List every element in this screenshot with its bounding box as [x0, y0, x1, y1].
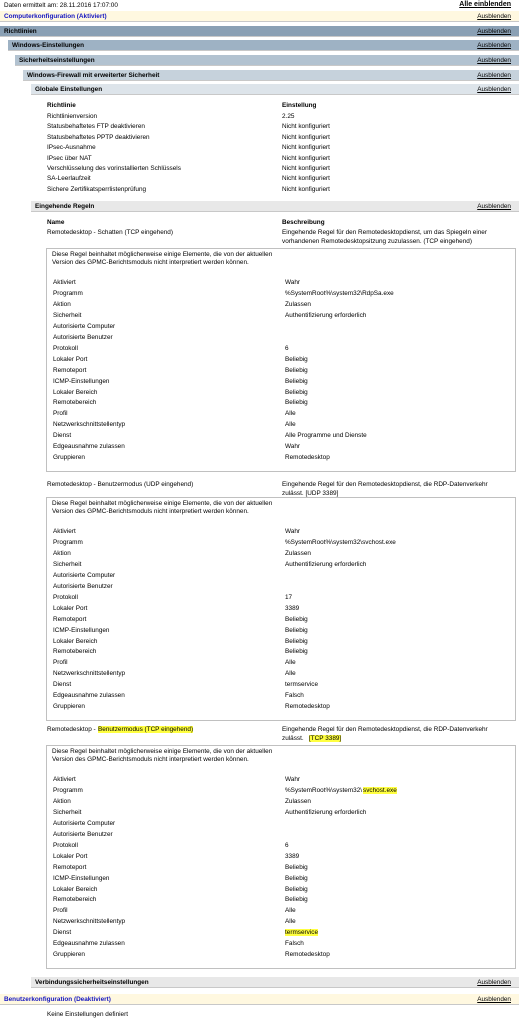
rule-property-label: Aktiviert [53, 528, 76, 535]
rule-property-value: Zulassen [285, 549, 311, 557]
policy-name: SA-Leerlaufzeit [47, 175, 91, 183]
section-inbound-rules[interactable] [31, 201, 519, 212]
report-date: Daten ermittelt am: 28.11.2016 17:07:00 [4, 2, 118, 9]
rule-property-value: Alle [285, 421, 296, 429]
rule-property-value: Zulassen [285, 300, 311, 308]
policy-value: Nicht konfiguriert [282, 165, 330, 172]
rule-property-label: Aktion [53, 549, 71, 557]
rule-property-label: Edgeausnahme zulassen [53, 940, 125, 948]
rule-property-label: Lokaler Port [53, 604, 88, 612]
section-title: Windows-Firewall mit erweiterter Sicherheit [27, 72, 160, 79]
rule-name: Remotedesktop - Benutzermodus (UDP eingehend) [47, 481, 194, 488]
rule-property-value: Alle [285, 907, 296, 915]
rule-property-value: Falsch [285, 692, 304, 700]
section-computer-config[interactable] [0, 11, 519, 22]
rule-property-label: ICMP-Einstellungen [53, 626, 110, 634]
policy-value: Nicht konfiguriert [282, 175, 330, 183]
section-title: Windows-Einstellungen [12, 42, 85, 49]
rule-property-label: Autorisierte Benutzer [53, 333, 113, 341]
section-title: Eingehende Regeln [35, 203, 95, 210]
rule-property-label: Autorisierte Computer [53, 571, 116, 579]
hide-link[interactable]: Ausblenden [477, 203, 511, 210]
rule-property-label: Aktiviert [53, 279, 76, 286]
section-windows-settings[interactable] [8, 40, 519, 51]
rule-property-value: 3389 [285, 852, 300, 860]
rule-property-value: %SystemRoot%\system32\RdpSa.exe [285, 289, 394, 297]
rule-property-label: Dienst [53, 929, 72, 937]
section-title: Benutzerkonfiguration (Deaktiviert) [4, 996, 111, 1003]
rule-property-label: Programm [53, 538, 83, 546]
rule-property-label: Sicherheit [53, 808, 82, 816]
section-title: Verbindungssicherheitseinstellungen [35, 979, 149, 986]
policy-value: Nicht konfiguriert [282, 144, 330, 152]
rule-property-label: Aktion [53, 797, 71, 805]
rule-warning-note: Diese Regel beinhaltet möglicherweise einige Elemente, die von der aktuellen Version des GPMC-Berichtsmoduls nicht interpretiert werden können. [52, 251, 273, 266]
policy-value: Nicht konfiguriert [282, 133, 330, 141]
column-header-description: Beschreibung [282, 219, 325, 226]
rule-property-label: Autorisierte Benutzer [53, 830, 113, 838]
rule-property-label: Lokaler Bereich [53, 637, 98, 645]
rule-property-label: Protokoll [53, 344, 78, 352]
rule-property-value: Beliebig [285, 626, 308, 634]
rule-property-value: Beliebig [285, 637, 308, 645]
rule-property-value: %SystemRoot%\system32\ [285, 786, 363, 794]
rule-property-label: Netzwerkschnittstellentyp [53, 670, 126, 678]
rule-property-value: Beliebig [285, 377, 308, 385]
rule-property-value: Wahr [285, 776, 301, 783]
hide-link[interactable]: Ausblenden [477, 72, 511, 79]
rule-property-label: ICMP-Einstellungen [53, 874, 110, 882]
hide-link[interactable]: Ausblenden [477, 57, 511, 64]
rule-description: Eingehende Regel für den Remotedesktopdienst, um das Spiegeln einer [282, 229, 487, 236]
policy-value: Nicht konfiguriert [282, 154, 330, 162]
rule-property-label: Gruppieren [53, 951, 85, 959]
policy-name: Statusbehaftetes FTP deaktivieren [47, 123, 145, 131]
hide-link[interactable]: Ausblenden [477, 28, 511, 35]
rule-property-value: Authentifizierung erforderlich [285, 311, 367, 319]
section-title: Richtlinien [4, 28, 37, 35]
hide-link[interactable]: Ausblenden [477, 86, 511, 93]
rule-property-value: Beliebig [285, 863, 308, 871]
policy-name: IPsec-Ausnahme [47, 144, 96, 152]
rule-property-label: Netzwerkschnittstellentyp [53, 918, 126, 926]
rule-property-label: Lokaler Port [53, 852, 88, 860]
rule-property-label: Lokaler Port [53, 355, 88, 363]
section-title: Globale Einstellungen [35, 86, 103, 93]
rule-property-label: Protokoll [53, 593, 78, 601]
rule-property-value: Alle Programme und Dienste [285, 432, 367, 440]
rule-property-label: Dienst [53, 432, 72, 440]
rule-property-value: 3389 [285, 604, 300, 612]
section-policies[interactable] [0, 26, 519, 37]
rule-property-value: Beliebig [285, 874, 308, 882]
rule-property-label: Sicherheit [53, 560, 82, 568]
rule-property-value: %SystemRoot%\system32\svchost.exe [285, 538, 396, 546]
section-title: Computerkonfiguration (Aktiviert) [4, 13, 107, 20]
rule-property-value: 6 [285, 344, 289, 352]
policy-name: Sichere Zertifikatsperrlistenprüfung [47, 185, 147, 193]
rule-description: zulässt. [282, 735, 304, 742]
rule-details-box [46, 497, 516, 721]
rule-property-label: ICMP-Einstellungen [53, 377, 110, 385]
rule-property-label: Edgeausnahme zulassen [53, 443, 125, 451]
rule-property-label: Programm [53, 289, 83, 297]
rule-property-label: Gruppieren [53, 454, 85, 462]
rule-property-label: Protokoll [53, 841, 78, 849]
hide-link[interactable]: Ausblenden [477, 42, 511, 49]
rule-name: Remotedesktop - Schatten (TCP eingehend) [47, 229, 173, 236]
policy-value: Nicht konfiguriert [282, 185, 330, 193]
rule-property-label: Autorisierte Benutzer [53, 582, 113, 590]
policy-name: Verschlüsselung des vorinstallierten Schlüssels [47, 165, 181, 172]
rule-property-label: Remotebereich [53, 648, 97, 656]
rule-property-value-highlight: svchost.exe [363, 786, 397, 794]
hide-link[interactable]: Ausblenden [477, 996, 511, 1003]
rule-warning-note: Diese Regel beinhaltet möglicherweise einige Elemente, die von der aktuellen Version des GPMC-Berichtsmoduls nicht interpretiert werden können. [52, 500, 273, 515]
rule-property-value: 6 [285, 841, 289, 849]
policy-name: IPsec über NAT [47, 154, 92, 162]
policy-name: Richtlinienversion [47, 113, 98, 120]
rule-property-value: Beliebig [285, 615, 308, 623]
rule-property-value: Remotedesktop [285, 951, 330, 959]
rule-property-label: Profil [53, 907, 68, 915]
rule-property-value: Authentifizierung erforderlich [285, 808, 367, 816]
top-bar [0, 0, 519, 10]
rule-property-label: Aktiviert [53, 776, 76, 783]
section-title: Sicherheitseinstellungen [19, 57, 95, 64]
rule-property-label: Profil [53, 659, 68, 667]
rule-property-value: 17 [285, 593, 293, 601]
rule-property-value: Alle [285, 410, 296, 418]
section-global-settings[interactable] [31, 84, 519, 95]
rule-property-value: Remotedesktop [285, 703, 330, 711]
rule-description-highlight: [TCP 3389] [309, 735, 342, 742]
rule-warning-note: Diese Regel beinhaltet möglicherweise einige Elemente, die von der aktuellen Version des GPMC-Berichtsmoduls nicht interpretiert werden können. [52, 748, 273, 763]
rule-property-value: Beliebig [285, 885, 308, 893]
rule-description: zulässt. [UDP 3389] [282, 490, 339, 497]
rule-property-label: Dienst [53, 681, 72, 689]
rule-property-value: Authentifizierung erforderlich [285, 560, 367, 568]
rule-property-label: Sicherheit [53, 311, 82, 319]
rule-property-label: Aktion [53, 300, 71, 308]
rule-property-label: Edgeausnahme zulassen [53, 692, 125, 700]
rule-property-value: Beliebig [285, 355, 308, 363]
rule-property-value: Wahr [285, 443, 301, 451]
section-firewall[interactable] [23, 70, 519, 81]
rule-property-value: Wahr [285, 279, 301, 286]
section-user-config[interactable] [0, 994, 519, 1005]
rule-description: Eingehende Regel für den Remotedesktopdienst, die RDP-Datenverkehr [282, 481, 488, 488]
policy-name: Statusbehaftetes PPTP deaktivieren [47, 133, 150, 141]
rule-property-value: Beliebig [285, 648, 308, 656]
rule-property-label: Remoteport [53, 615, 87, 623]
rule-property-label: Autorisierte Computer [53, 322, 116, 330]
rule-property-value: Beliebig [285, 366, 308, 374]
policy-value: Nicht konfiguriert [282, 123, 330, 131]
hide-link[interactable]: Ausblenden [477, 13, 511, 20]
rule-property-label: Remotebereich [53, 896, 97, 904]
rule-description: Eingehende Regel für den Remotedesktopdienst, die RDP-Datenverkehr [282, 726, 488, 733]
rule-property-value: Alle [285, 670, 296, 678]
rule-property-label: Autorisierte Computer [53, 819, 116, 827]
column-header-setting: Einstellung [282, 102, 317, 109]
rule-property-value: Beliebig [285, 388, 308, 396]
section-security-settings[interactable] [15, 55, 519, 66]
hide-link[interactable]: Ausblenden [477, 979, 511, 986]
column-header-name: Name [47, 219, 65, 226]
rule-property-value: Beliebig [285, 896, 308, 904]
rule-property-label: Gruppieren [53, 703, 85, 711]
rule-property-value-highlight: termservice [285, 929, 319, 937]
rule-property-value: Wahr [285, 528, 301, 535]
rule-property-label: Remoteport [53, 366, 87, 374]
rule-property-label: Lokaler Bereich [53, 885, 98, 893]
rule-property-value: Alle [285, 918, 296, 926]
rule-details-box [46, 745, 516, 969]
no-settings-text: Keine Einstellungen definiert [47, 1011, 129, 1018]
rule-name: Remotedesktop - [47, 726, 96, 733]
rule-property-value: Alle [285, 659, 296, 667]
rule-property-label: Lokaler Bereich [53, 388, 98, 396]
rule-details-box [46, 248, 516, 472]
rule-property-value: Falsch [285, 940, 304, 948]
rule-property-label: Remotebereich [53, 399, 97, 407]
section-connection-security[interactable] [31, 977, 519, 988]
column-header-policy: Richtlinie [47, 102, 76, 109]
show-all-link[interactable]: Alle einblenden [459, 1, 511, 8]
rule-name-highlight: Benutzermodus (TCP eingehend) [98, 726, 194, 733]
rule-description: vorhandenen Remotedesktopsitzung zuzulassen. (TCP eingehend) [282, 238, 472, 245]
rule-property-value: Zulassen [285, 797, 311, 805]
rule-property-value: Remotedesktop [285, 454, 330, 462]
rule-property-label: Programm [53, 786, 83, 794]
rule-property-label: Remoteport [53, 863, 87, 871]
rule-property-value: termservice [285, 681, 319, 689]
policy-value: 2.25 [282, 113, 295, 120]
rule-property-value: Beliebig [285, 399, 308, 407]
rule-property-label: Netzwerkschnittstellentyp [53, 421, 126, 429]
rule-property-label: Profil [53, 410, 68, 418]
